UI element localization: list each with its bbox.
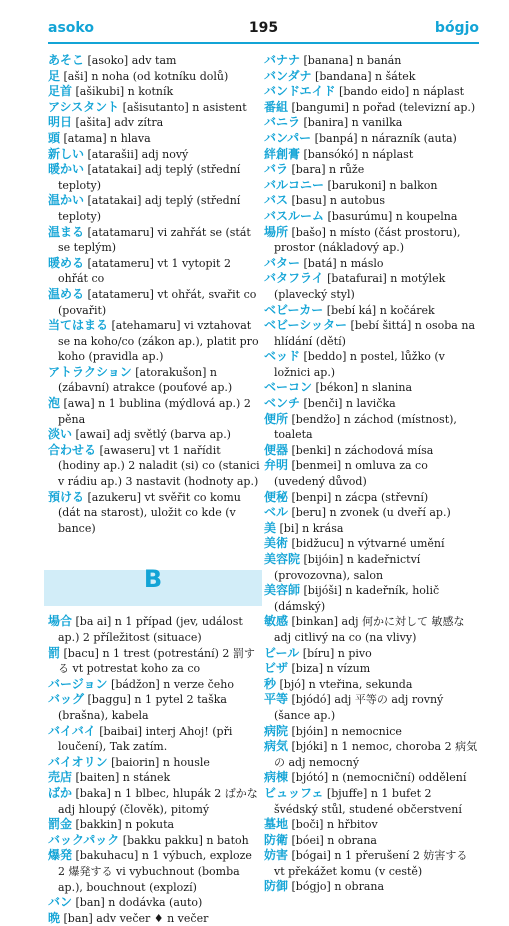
entry-headword: ベーコン bbox=[264, 380, 313, 395]
entry-headword: 病気 bbox=[264, 739, 289, 754]
entry-definition: [benpi] n zácpa (střevní) bbox=[291, 490, 429, 504]
entry-headword: 防御 bbox=[264, 879, 289, 894]
entry-headword: 売店 bbox=[48, 770, 73, 785]
entry-headword: 泡 bbox=[48, 396, 61, 411]
entry-headword: バスルーム bbox=[264, 208, 325, 223]
entry-headword: 足 bbox=[48, 68, 61, 83]
section-band bbox=[44, 565, 262, 606]
entry-definition: [bebí šittá] n osoba na hlídání (dětí) bbox=[274, 319, 476, 348]
entry-definition: [aši̇ta] adv zítra bbox=[75, 116, 164, 130]
dictionary-entry bbox=[48, 770, 262, 786]
entry-definition: [biza] n vízum bbox=[291, 662, 371, 676]
dictionary-entry bbox=[48, 895, 262, 911]
dictionary-entry bbox=[264, 848, 478, 879]
dictionary-entry bbox=[264, 817, 478, 833]
entry-headword: 暖かい bbox=[48, 162, 85, 177]
entry-definition: [bógai] n 1 přerušení 2 妨害する vt překážet komu (v cestě) bbox=[274, 849, 468, 878]
dictionary-entry bbox=[264, 646, 478, 662]
entry-headword: 新しい bbox=[48, 146, 85, 161]
entry-headword: 場所 bbox=[264, 224, 289, 239]
dictionary-entry bbox=[264, 490, 478, 506]
dictionary-entry bbox=[264, 412, 478, 443]
dictionary-entry bbox=[264, 256, 478, 272]
entry-definition: [bjóki] n 1 nemoc, choroba 2 病気の adj nemocný bbox=[274, 740, 478, 769]
entry-headword: バイオリン bbox=[48, 754, 108, 769]
entry-headword: バンダナ bbox=[264, 68, 312, 83]
entry-headword: ビュッフェ bbox=[264, 785, 324, 800]
dictionary-entry bbox=[264, 84, 478, 100]
page-number: 195 bbox=[248, 20, 279, 36]
entry-headword: アトラクション bbox=[48, 364, 132, 379]
dictionary-entry bbox=[48, 100, 262, 116]
entry-definition: [bjódó] adj 平等の adj rovný (šance ap.) bbox=[274, 693, 444, 722]
entry-definition: [aši̇kubi] n kotník bbox=[75, 85, 174, 99]
entry-definition: [banpá] n nárazník (auta) bbox=[314, 131, 457, 145]
entry-headword: 墓地 bbox=[264, 817, 289, 832]
dictionary-entry bbox=[264, 786, 478, 817]
dictionary-entry bbox=[48, 443, 262, 490]
dictionary-entry bbox=[264, 115, 478, 131]
entry-headword: 便秘 bbox=[264, 489, 289, 504]
entry-definition: [bjótó] n (nemocniční) oddělení bbox=[291, 771, 467, 785]
dictionary-entry bbox=[48, 786, 262, 817]
entry-definition: [bakuhacu] n 1 výbuch, exploze 2 爆発する vi vybuchnout (bomba ap.), bouchnout (explozí) bbox=[58, 849, 252, 894]
dictionary-entry bbox=[264, 396, 478, 412]
entry-headword: 合わせる bbox=[48, 442, 97, 457]
entry-headword: 便所 bbox=[264, 411, 289, 426]
dictionary-entry bbox=[264, 692, 478, 723]
entry-definition: [bandana] n šátek bbox=[315, 69, 416, 83]
guide-word-left: asoko bbox=[48, 20, 94, 36]
entry-headword: 美 bbox=[264, 520, 277, 535]
entry-headword: バイバイ bbox=[48, 723, 96, 738]
entry-headword: 晩 bbox=[48, 910, 61, 925]
entry-definition: [atatakai] adj teplý (střední teploty) bbox=[58, 163, 241, 192]
entry-headword: 爆発 bbox=[48, 848, 73, 863]
entry-definition: [atatakai] adj teplý (střední teploty) bbox=[58, 194, 241, 223]
entry-headword: バンパー bbox=[264, 130, 312, 145]
dictionary-entry bbox=[48, 817, 262, 833]
entry-definition: [asoko] adv tam bbox=[87, 54, 177, 67]
dictionary-entry bbox=[48, 911, 262, 926]
dictionary-entry bbox=[264, 193, 478, 209]
entry-definition: [ban] n dodávka (auto) bbox=[75, 896, 203, 910]
dictionary-entry bbox=[264, 271, 478, 302]
dictionary-entry bbox=[48, 396, 262, 427]
entry-headword: 淡い bbox=[48, 427, 73, 442]
entry-definition: [atatamaru] vi zahřát se (stát se teplým) bbox=[58, 225, 251, 255]
entry-definition: [bacu] n 1 trest (potrestání) 2 罰する vt potrestat koho za co bbox=[58, 646, 255, 676]
dictionary-entry bbox=[48, 848, 262, 895]
dictionary-entry bbox=[264, 209, 478, 225]
dictionary-entry bbox=[264, 614, 478, 645]
dictionary-entry bbox=[48, 162, 262, 193]
entry-headword: バン bbox=[48, 895, 73, 910]
dictionary-entry bbox=[264, 303, 478, 319]
dictionary-entry bbox=[264, 677, 478, 693]
dictionary-entry bbox=[264, 833, 478, 849]
entry-headword: 絆創膏 bbox=[264, 146, 301, 161]
dictionary-entry bbox=[264, 349, 478, 380]
dictionary-entry bbox=[48, 614, 262, 645]
entry-headword: 美容師 bbox=[264, 583, 301, 598]
entry-headword: 罰 bbox=[48, 645, 61, 660]
entry-headword: ベンチ bbox=[264, 396, 301, 411]
entry-headword: 頭 bbox=[48, 130, 61, 145]
dictionary-entry bbox=[264, 661, 478, 677]
dictionary-entry bbox=[48, 193, 262, 224]
entry-definition: [bansókó] n náplast bbox=[303, 147, 414, 161]
dictionary-entry bbox=[264, 458, 478, 489]
dictionary-entry bbox=[264, 505, 478, 521]
entry-headword: バタフライ bbox=[264, 271, 324, 286]
dictionary-entry bbox=[264, 879, 478, 895]
entry-headword: 美術 bbox=[264, 536, 289, 551]
dictionary-entry bbox=[264, 318, 478, 349]
entry-headword: 秒 bbox=[264, 676, 277, 691]
dictionary-entry bbox=[48, 287, 262, 318]
dictionary-entry bbox=[264, 521, 478, 537]
entry-definition: [binkan] adj 何かに対して 敏感な adj citlivý na co (na vlivy) bbox=[274, 615, 465, 644]
entry-definition: [basurúmu] n koupelna bbox=[327, 209, 458, 223]
entry-definition: [banira] n vanilka bbox=[303, 116, 403, 130]
dictionary-entry bbox=[48, 53, 262, 69]
entry-headword: 美容院 bbox=[264, 552, 301, 566]
dictionary-entry bbox=[48, 147, 262, 163]
entry-definition: [bóei] n obrana bbox=[291, 833, 377, 847]
entry-headword: バス bbox=[264, 193, 289, 208]
entry-headword: 平等 bbox=[264, 692, 289, 707]
entry-headword: 温かい bbox=[48, 193, 85, 208]
entry-headword: バター bbox=[264, 255, 301, 270]
entry-headword: バージョン bbox=[48, 676, 108, 691]
entry-definition: [atarašii] adj nový bbox=[87, 147, 189, 161]
entry-headword: バニラ bbox=[264, 115, 301, 130]
dictionary-entry bbox=[264, 131, 478, 147]
entry-headword: バルコニー bbox=[264, 177, 325, 192]
entry-definition: [atama] n hlava bbox=[63, 131, 151, 145]
dictionary-entry bbox=[48, 115, 262, 131]
entry-definition: [beru] n zvonek (u dveří ap.) bbox=[291, 506, 451, 520]
entry-headword: ベル bbox=[264, 505, 289, 520]
entry-definition: [baiten] n stánek bbox=[75, 771, 171, 785]
entry-definition: [basu] n autobus bbox=[291, 194, 385, 208]
page-header bbox=[48, 20, 479, 42]
entry-headword: バッグ bbox=[48, 692, 85, 707]
entry-headword: 弁明 bbox=[264, 458, 289, 473]
entry-definition: [bjó] n vteřina, sekunda bbox=[279, 677, 413, 691]
dictionary-entry bbox=[264, 443, 478, 459]
entry-headword: バンドエイド bbox=[264, 84, 336, 99]
entry-definition: [benmei] n omluva za co (uvedený důvod) bbox=[274, 459, 428, 489]
dictionary-entry bbox=[48, 724, 262, 755]
entry-definition: [bendžo] n záchod (místnost), toaleta bbox=[274, 412, 457, 442]
entry-definition: [bíru] n pivo bbox=[302, 646, 372, 660]
entry-headword: 罰金 bbox=[48, 817, 73, 832]
dictionary-entry bbox=[48, 755, 262, 771]
entry-definition: [awaseru] vt 1 nařídit (hodiny ap.) 2 naladit (si) co (stanici v rádiu ap.) 3 nastavit (hodnoty ap.) bbox=[58, 443, 260, 489]
entry-definition: [bijóin] n kadeřnictví (provozovna), salon bbox=[274, 553, 421, 582]
entry-headword: 便器 bbox=[264, 442, 289, 457]
entries-b bbox=[48, 614, 262, 926]
entry-definition: [baka] n 1 blbec, hlupák 2 ばかな adj hloupý (člověk), pitomý bbox=[58, 786, 258, 816]
entry-headword: バラ bbox=[264, 162, 289, 177]
entry-definition: [bádžon] n verze čeho bbox=[111, 677, 234, 691]
entry-headword: 場合 bbox=[48, 614, 73, 629]
entry-headword: 明日 bbox=[48, 115, 73, 130]
dictionary-entry bbox=[264, 178, 478, 194]
entry-definition: [atehamaru] vi vztahovat se na koho/co (zákon ap.), platit pro koho (pravidla ap.) bbox=[58, 319, 259, 364]
entry-headword: 病院 bbox=[264, 723, 289, 738]
entry-definition: [bijóši] n kadeřník, holič (dámský) bbox=[274, 584, 440, 613]
dictionary-entry bbox=[48, 692, 262, 723]
entry-headword: 病棟 bbox=[264, 770, 289, 785]
left-column bbox=[48, 53, 262, 926]
entry-headword: 足首 bbox=[48, 84, 73, 99]
dictionary-entry bbox=[264, 536, 478, 552]
dictionary-entry bbox=[48, 84, 262, 100]
dictionary-entry bbox=[48, 318, 262, 365]
entry-headword: 妨害 bbox=[264, 848, 289, 863]
entry-definition: [bidžucu] n výtvarné umění bbox=[291, 537, 445, 551]
dictionary-entry bbox=[48, 490, 262, 537]
dictionary-entry bbox=[264, 53, 478, 69]
dictionary-entry bbox=[48, 646, 262, 677]
entry-headword: ビザ bbox=[264, 661, 289, 676]
entry-definition: [baibai] interj Ahoj! (při loučení), Tak zatím. bbox=[58, 724, 233, 754]
entry-definition: [bašo] n místo (část prostoru), prostor (nákladový ap.) bbox=[274, 225, 461, 255]
dictionary-entry bbox=[48, 677, 262, 693]
entry-headword: 暖める bbox=[48, 255, 85, 270]
dictionary-entry bbox=[264, 162, 478, 178]
dictionary-entry bbox=[48, 256, 262, 287]
header-rule bbox=[48, 42, 479, 44]
entry-definition: [azukeru] vt svěřit co komu (dát na starost), uložit co kde (v bance) bbox=[58, 490, 241, 535]
dictionary-entry bbox=[48, 131, 262, 147]
entry-definition: [ba ai] n 1 případ (jev, událost ap.) 2 příležitost (situace) bbox=[58, 615, 243, 644]
dictionary-entry bbox=[48, 365, 262, 396]
dictionary-entry bbox=[264, 225, 478, 256]
dictionary-entry bbox=[264, 739, 478, 770]
section-letter: B bbox=[143, 565, 163, 594]
entry-definition: [atatameru] vt 1 vytopit 2 ohřát co bbox=[58, 256, 231, 286]
entry-headword: 温める bbox=[48, 286, 85, 301]
entry-definition: [banana] n banán bbox=[303, 54, 402, 67]
entry-headword: 敏感 bbox=[264, 614, 289, 629]
entry-definition: [baggu] n 1 pytel 2 taška (brašna), kabela bbox=[58, 693, 227, 722]
dictionary-entry bbox=[48, 833, 262, 849]
dictionary-entry bbox=[48, 69, 262, 85]
entry-headword: ベビーシッター bbox=[264, 318, 348, 333]
entry-headword: バックパック bbox=[48, 832, 120, 847]
entry-headword: 番組 bbox=[264, 99, 289, 114]
entry-definition: [benči] n lavička bbox=[303, 397, 396, 411]
entry-definition: [bakkin] n pokuta bbox=[75, 818, 175, 832]
entry-definition: [awai] adj světlý (barva ap.) bbox=[75, 428, 231, 442]
entry-definition: [bógjo] n obrana bbox=[291, 880, 385, 894]
entry-headword: 防衛 bbox=[264, 832, 289, 847]
entry-definition: [beddo] n postel, lůžko (v ložnici ap.) bbox=[274, 350, 445, 379]
entry-definition: [benki] n záchodová mísa bbox=[291, 443, 434, 457]
entry-definition: [baiorin] n housle bbox=[111, 755, 210, 769]
entry-headword: バナナ bbox=[264, 53, 301, 67]
entry-headword: ビール bbox=[264, 645, 300, 660]
entry-definition: [bjuffe] n 1 bufet 2 švédský stůl, studené občerstvení bbox=[274, 786, 462, 816]
entry-definition: [aši] n noha (od kotníku dolů) bbox=[63, 69, 229, 83]
dictionary-entry bbox=[264, 100, 478, 116]
entry-definition: [atatameru] vt ohřát, svařit co (povařit) bbox=[58, 287, 257, 317]
right-column bbox=[264, 53, 478, 895]
dictionary-entry bbox=[264, 583, 478, 614]
entry-definition: [ban] adv večer ♦ n večer bbox=[63, 911, 209, 925]
entry-definition: [bebí ká] n kočárek bbox=[326, 303, 435, 317]
dictionary-entry bbox=[264, 380, 478, 396]
entry-definition: [bi] n krása bbox=[279, 521, 344, 535]
entry-definition: [barukoni] n balkon bbox=[327, 178, 438, 192]
dictionary-entry bbox=[264, 552, 478, 583]
entry-headword: 当てはまる bbox=[48, 318, 109, 333]
entry-definition: [bando eido] n náplast bbox=[339, 85, 465, 99]
entry-definition: [batá] n máslo bbox=[303, 256, 384, 270]
entry-headword: ばか bbox=[48, 785, 73, 800]
entry-headword: アシスタント bbox=[48, 99, 120, 114]
dictionary-entry bbox=[48, 427, 262, 443]
entry-definition: [boči] n hřbitov bbox=[291, 818, 378, 832]
entry-definition: [ašisutanto] n asistent bbox=[122, 100, 247, 114]
entry-headword: 預ける bbox=[48, 489, 85, 504]
guide-word-right: bógjo bbox=[434, 20, 479, 36]
entry-headword: ベビーカー bbox=[264, 302, 324, 317]
dictionary-entry bbox=[264, 69, 478, 85]
dictionary-entry bbox=[264, 147, 478, 163]
entry-headword: ベッド bbox=[264, 349, 301, 364]
entry-headword: 温まる bbox=[48, 224, 85, 239]
entry-definition: [bara] n růže bbox=[291, 163, 365, 177]
entry-definition: [bangumi] n pořad (televizní ap.) bbox=[291, 100, 476, 114]
dictionary-entry bbox=[264, 724, 478, 740]
entry-definition: [bakku pakku] n batoh bbox=[122, 833, 249, 847]
dictionary-entry bbox=[264, 770, 478, 786]
entry-definition: [atorakušon] n (zábavní) atrakce (pouťové ap.) bbox=[58, 365, 233, 395]
entry-definition: [békon] n slanina bbox=[315, 381, 413, 395]
entries-a bbox=[48, 53, 262, 536]
entry-definition: [bjóin] n nemocnice bbox=[291, 724, 402, 738]
entry-definition: [batafurai] n motýlek (plavecký styl) bbox=[274, 272, 446, 301]
dictionary-entry bbox=[48, 225, 262, 256]
entries-right bbox=[264, 53, 478, 895]
entry-headword: あそこ bbox=[48, 53, 85, 67]
entry-definition: [awa] n 1 bublina (mýdlová ap.) 2 pěna bbox=[58, 397, 251, 426]
